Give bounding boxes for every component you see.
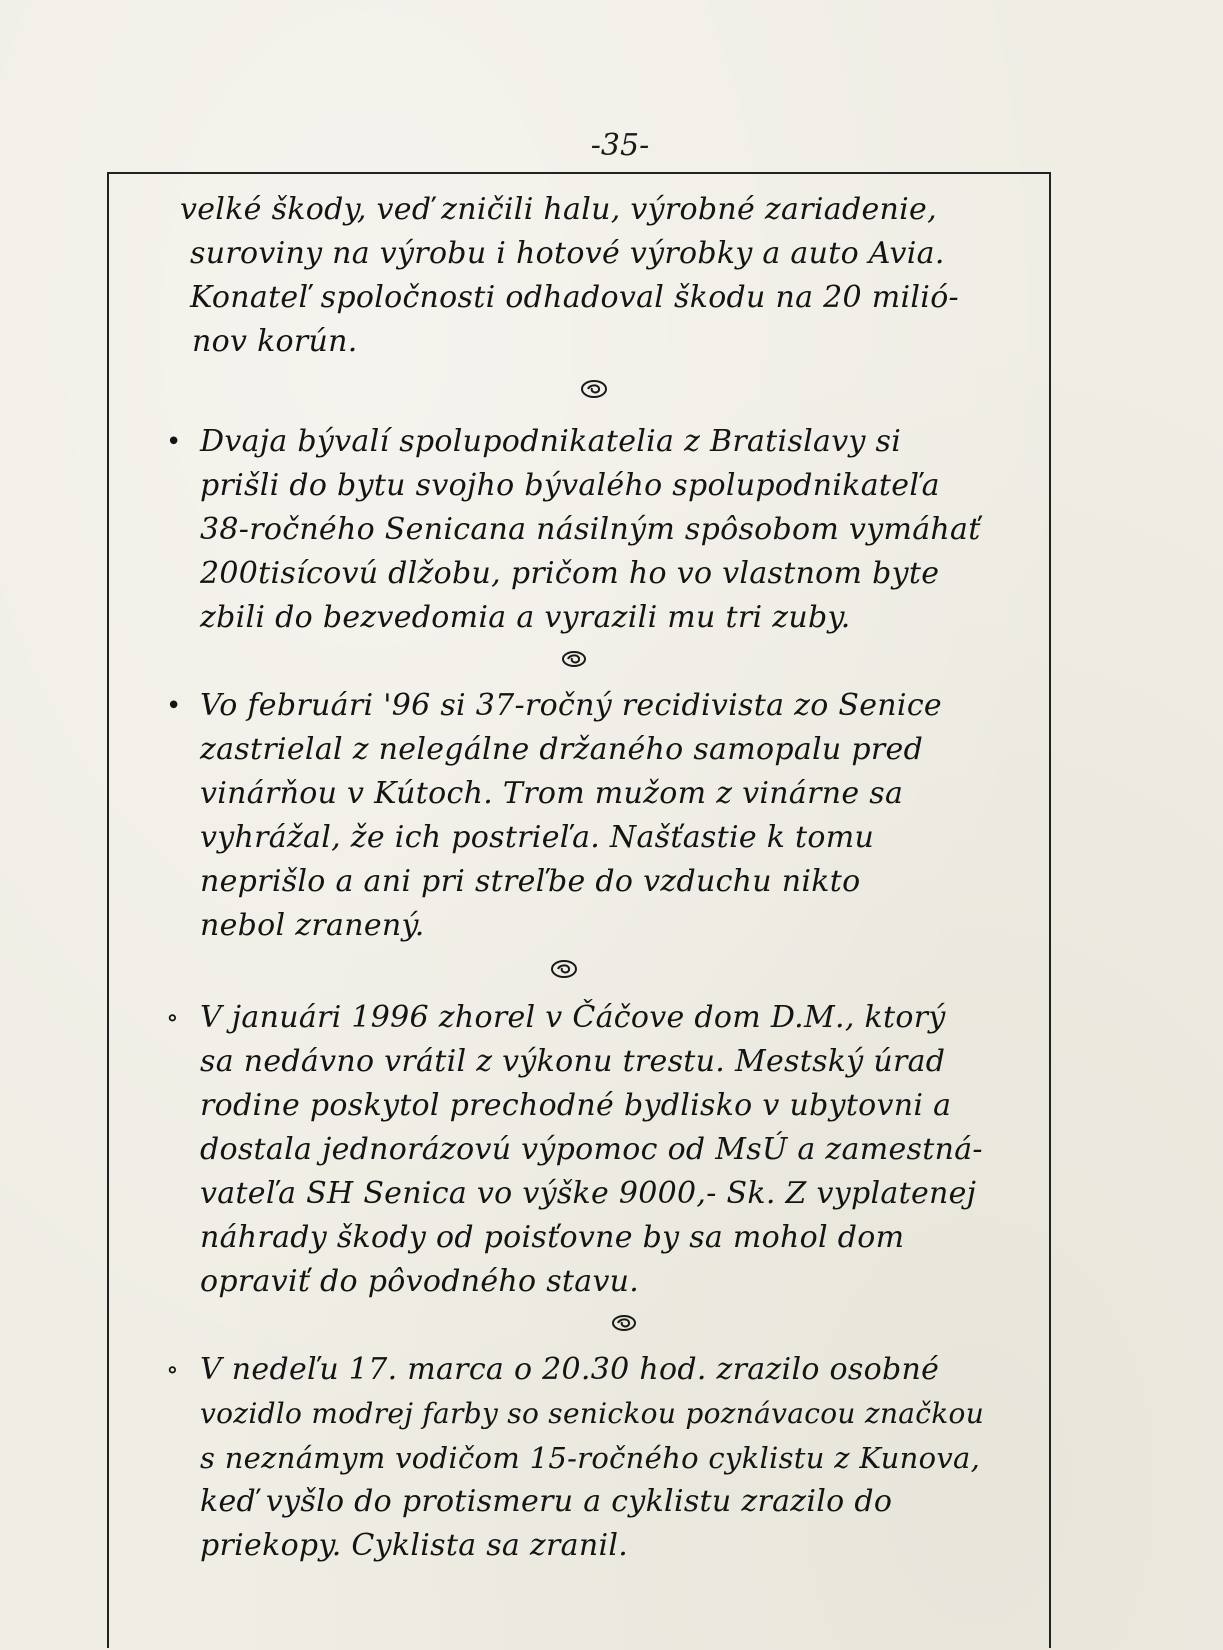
- paragraph-continuation: [150, 188, 1030, 364]
- separator: [150, 948, 1030, 996]
- text-line: náhrady škody od poisťovne by sa mohol dom: [200, 1220, 905, 1255]
- text-line: 200tisícovú dlžobu, pričom ho vo vlastnom byte: [200, 556, 940, 591]
- text-line: V nedeľu 17. marca o 20.30 hod. zrazilo osobné: [200, 1352, 940, 1387]
- bullet-icon: ∘: [166, 1355, 180, 1385]
- text-line: vinárňou v Kútoch. Trom mužom z vinárne sa: [200, 776, 904, 811]
- text-line: vyhrážal, že ich postrieľa. Našťastie k tomu: [200, 820, 875, 855]
- bullet-icon: ∘: [166, 1003, 180, 1033]
- text-line: opraviť do pôvodného stavu.: [200, 1264, 640, 1299]
- text-line: dostala jednorázovú výpomoc od MsÚ a zamestná-: [200, 1132, 983, 1167]
- swirl-separator-icon: [550, 958, 578, 980]
- text-line: prišli do bytu svojho bývalého spolupodnikateľa: [200, 468, 940, 503]
- bullet-icon: •: [166, 427, 182, 457]
- text-line: zastrielal z nelegálne držaného samopalu pred: [200, 732, 924, 767]
- text-line: vozidlo modrej farby so senickou poznávacou značkou: [200, 1397, 985, 1430]
- swirl-separator-icon: [610, 1312, 638, 1334]
- text-line: rodine poskytol prechodné bydlisko v ubytovni a: [200, 1088, 952, 1123]
- news-item-accident: [150, 1348, 1030, 1568]
- bullet-icon: •: [166, 691, 182, 721]
- text-line: keď vyšlo do protismeru a cyklistu zrazilo do: [200, 1484, 893, 1519]
- text-line: velké škody, veď zničili halu, výrobné zariadenie,: [180, 192, 937, 227]
- text-line: nov korún.: [192, 324, 358, 359]
- text-line: Konateľ spoločnosti odhadoval škodu na 20 milió-: [190, 280, 959, 315]
- text-line: Dvaja bývalí spolupodnikatelia z Bratislavy si: [200, 424, 902, 459]
- text-line: priekopy. Cyklista sa zranil.: [200, 1528, 629, 1563]
- text-line-first: [150, 420, 1030, 464]
- text-line: s neznámym vodičom 15-ročného cyklistu z Kunova,: [200, 1441, 981, 1475]
- text-line-first: [150, 684, 1030, 728]
- text-line: vateľa SH Senica vo výške 9000,- Sk. Z vyplatenej: [200, 1176, 977, 1211]
- page-number: -35-: [590, 128, 650, 163]
- text-line-first: [150, 1348, 1030, 1392]
- text-line: zbili do bezvedomia a vyrazili mu tri zuby.: [200, 600, 851, 635]
- text-line: neprišlo a ani pri streľbe do vzduchu nikto: [200, 864, 861, 899]
- news-item-shooting: [150, 684, 1030, 948]
- swirl-separator-icon: [580, 378, 608, 400]
- text-line: 38-ročného Senicana násilným spôsobom vymáhať: [200, 512, 981, 547]
- separator: [150, 640, 1030, 684]
- news-item-robbery: [150, 420, 1030, 640]
- text-line-first: [150, 996, 1030, 1040]
- text-line: sa nedávno vrátil z výkonu trestu. Mestský úrad: [200, 1044, 946, 1079]
- news-item-fire: [150, 996, 1030, 1304]
- separator: [150, 1304, 1030, 1348]
- text-line: V januári 1996 zhorel v Čáčove dom D.M., ktorý: [200, 1000, 946, 1035]
- text-line: Vo februári '96 si 37-ročný recidivista zo Senice: [200, 688, 942, 723]
- text-line: nebol zranený.: [200, 908, 425, 943]
- swirl-separator-icon: [560, 648, 588, 670]
- separator: [150, 364, 1030, 420]
- text-line: suroviny na výrobu i hotové výrobky a auto Avia.: [190, 236, 945, 271]
- page-content: [150, 188, 1030, 1568]
